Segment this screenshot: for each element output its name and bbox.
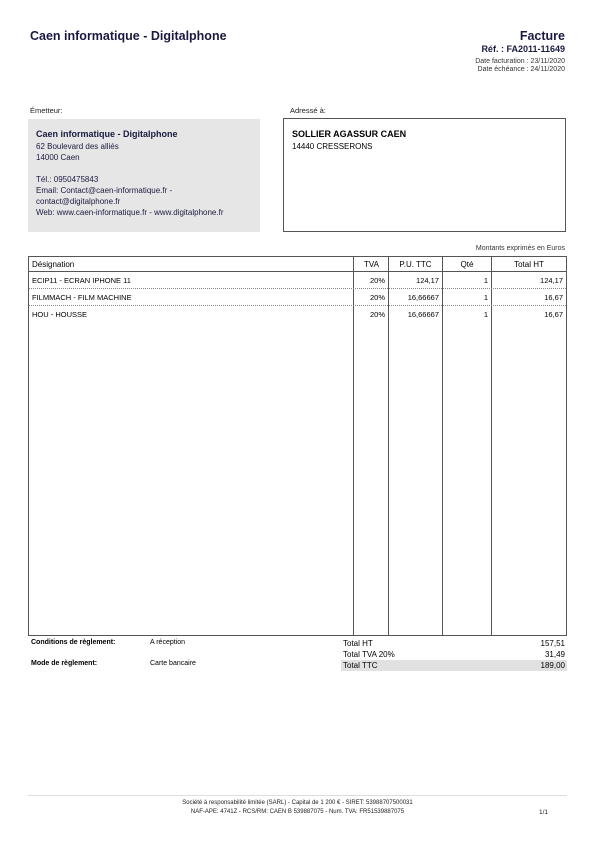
sender-name: Caen informatique - Digitalphone — [36, 129, 178, 139]
total-ttc-row — [341, 660, 567, 671]
payment-terms-value: A réception — [150, 639, 186, 646]
cell-total-ht: 16,67 — [544, 310, 563, 319]
invoice-reference: Réf. : FA2011-11649 — [481, 44, 565, 54]
header-quantity: Qté — [460, 260, 474, 269]
header-designation: Désignation — [32, 260, 75, 269]
table-row — [29, 289, 566, 306]
cell-unit-price: 124,17 — [416, 276, 439, 285]
sender-address-2: 14000 Caen — [36, 153, 80, 162]
recipient-address: 14440 CRESSERONS — [292, 142, 373, 151]
cell-unit-price: 16,66667 — [407, 310, 439, 319]
total-tva-row — [341, 649, 567, 660]
footer-divider — [28, 795, 567, 796]
page-number: 1/1 — [538, 809, 548, 816]
payment-terms-label: Conditions de règlement: — [31, 639, 116, 646]
total-tva-label: Total TVA 20% — [343, 650, 395, 659]
sender-email-2: contact@digitalphone.fr — [36, 197, 121, 206]
header-total-ht: Total HT — [514, 260, 544, 269]
cell-quantity: 1 — [483, 276, 488, 285]
sender-label: Émetteur: — [30, 106, 63, 115]
sender-box — [28, 119, 260, 232]
total-ht-row — [341, 638, 567, 649]
document-type: Facture — [519, 29, 565, 43]
total-tva-value: 31,49 — [544, 650, 565, 659]
sender-phone: Tél.: 0950475843 — [36, 175, 99, 184]
sender-address-1: 62 Boulevard des alliés — [36, 142, 119, 151]
header-unit-price: P.U. TTC — [399, 260, 432, 269]
cell-unit-price: 16,66667 — [407, 293, 439, 302]
currency-note: Montants exprimés en Euros — [475, 245, 565, 252]
recipient-name: SOLLIER AGASSUR CAEN — [292, 129, 407, 139]
recipient-box — [283, 118, 566, 232]
recipient-label: Adressé à: — [290, 106, 326, 115]
header-tva: TVA — [364, 260, 379, 269]
cell-tva: 20% — [369, 276, 385, 285]
cell-designation: FILMMACH - FILM MACHINE — [32, 293, 132, 302]
payment-mode-value: Carte bancaire — [150, 660, 196, 667]
footer-legal-1: Société à responsabilité limitée (SARL) - Capital de 1 200 € - SIRET: 53988707500031 — [182, 800, 413, 806]
footer-legal-2: NAF-APE: 4741Z - RCS/RM: CAEN B 539887075 - Num. TVA: FR51539887075 — [190, 809, 405, 815]
items-table — [28, 256, 567, 636]
table-row — [29, 306, 566, 322]
total-ht-label: Total HT — [343, 639, 373, 648]
total-ttc-label: Total TTC — [343, 661, 378, 670]
cell-quantity: 1 — [483, 293, 488, 302]
cell-tva: 20% — [369, 293, 385, 302]
sender-email-1: Email: Contact@caen-informatique.fr - — [36, 186, 173, 195]
sender-web: Web: www.caen-informatique.fr - www.digitalphone.fr — [36, 208, 224, 217]
cell-designation: HOU - HOUSSE — [32, 310, 88, 319]
total-ttc-value: 189,00 — [540, 661, 565, 670]
cell-designation: ECIP11 - ECRAN IPHONE 11 — [32, 276, 131, 285]
due-date: Date échéance : 24/11/2020 — [477, 66, 565, 73]
cell-tva: 20% — [369, 310, 385, 319]
cell-quantity: 1 — [483, 310, 488, 319]
cell-total-ht: 16,67 — [544, 293, 563, 302]
company-title: Caen informatique - Digitalphone — [30, 29, 227, 43]
table-row — [29, 272, 566, 289]
invoice-date: Date facturation : 23/11/2020 — [475, 58, 565, 65]
table-header-row — [29, 257, 566, 272]
total-ht-value: 157,51 — [540, 639, 565, 648]
payment-mode-label: Mode de règlement: — [31, 660, 98, 667]
cell-total-ht: 124,17 — [540, 276, 563, 285]
